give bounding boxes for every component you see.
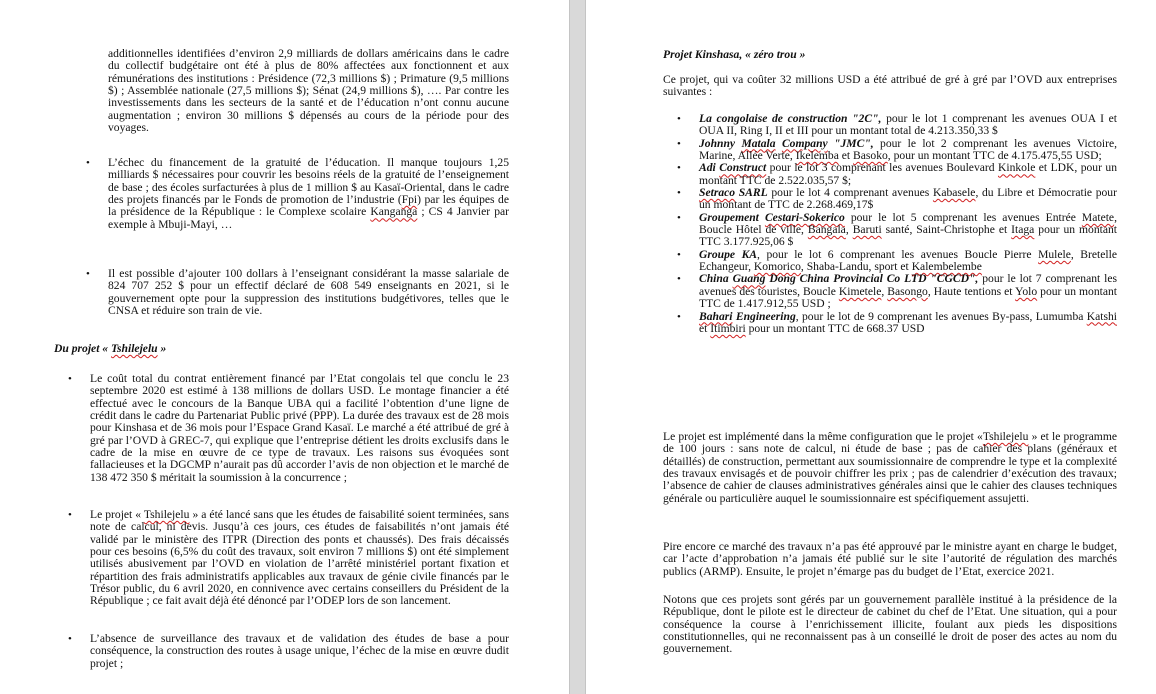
spellcheck-word[interactable]: Kabasele [932, 186, 976, 200]
spellcheck-word[interactable]: Kinkole [997, 161, 1036, 175]
spellcheck-word[interactable]: Ikelemba [795, 149, 839, 163]
spellcheck-word[interactable]: Matete [1081, 210, 1115, 224]
company-name: Setraco SARL [699, 186, 768, 200]
spellcheck-word[interactable]: Basoko [853, 149, 888, 163]
list-item-contract-cost [68, 372, 509, 484]
bullet-icon: • [68, 633, 72, 645]
section-heading [54, 342, 504, 355]
list-item-text: pour le lot 1 comprenant les avenues OUA I et OUA II, Ring I, II et III pour un montant total de 4.213.350,33 $ [699, 112, 1118, 138]
spellcheck-word[interactable]: Kalembelembe [911, 260, 982, 274]
bullet-icon: • [677, 162, 681, 175]
list-item-text: , pour le lot 6 comprenant les avenues Boucle Pierre [757, 247, 1039, 261]
spellcheck-word[interactable]: Basongo [887, 284, 928, 298]
paragraph-parallel-government: Notons que ces projets sont gérés par un gouvernement parallèle institué à la présidence de la République, dont le pilote est le directeur de cabinet du chef de l’Etat. Une situation, qui a pour conséquence la course à l’enrichissement illicite, foulant aux pieds les dispositions constitutionnelles, qui ne reconnaissent pas à un conseillé le droit de poser des actes au nom du gouvernement. [663, 593, 1117, 656]
document-page-left [0, 0, 569, 694]
company-name: China Guang Dong China Provincial Co LTD "CGCD", [699, 272, 979, 286]
list-item-text: pour le lot 3 comprenant les avenues Boulevard [766, 161, 998, 175]
spellcheck-word[interactable]: Kimetele [838, 284, 882, 298]
list-item-text: pour le lot 7 comprenant les avenues des touristes, Boucle [699, 272, 1118, 298]
list-item-text: pour le lot 5 comprenant les avenues Entrée [844, 210, 1082, 224]
bullet-icon: • [86, 268, 90, 280]
list-item-teacher-salary [86, 267, 509, 318]
spellcheck-word[interactable]: Bangala [807, 223, 846, 237]
contractor-list [677, 112, 1118, 335]
spellcheck-word[interactable]: Baruti [852, 223, 882, 237]
company-name: Groupe KA [699, 247, 758, 261]
list-item-lot-4: • Setraco SARL pour le lot 4 comprenant avenues Kabasele, du Libre et Démocratie pour un montant de TTC de 2.268.469,17$ [677, 186, 1117, 212]
list-item-surveillance [68, 632, 509, 670]
spellcheck-word[interactable]: Yolo [1015, 284, 1038, 298]
list-item-text: Le projet « [90, 508, 144, 521]
list-item-text: , pour le lot de 9 comprenant les avenues By-pass, Lumumba [795, 309, 1087, 323]
spellcheck-word[interactable]: Komorico [753, 260, 801, 274]
list-item-text: Il est possible d’ajouter 100 dollars à l’enseignant considérant la masse salariale de 824 707 252 $ pour un effectif déclaré de 608 549 enseignants en 2021, si le gouvernement opte pour la suppression des institutions budgétivores, telles que le CNSA et réduire son train de vie. [108, 267, 509, 318]
document-page-right [586, 0, 1156, 694]
list-item-lot-9: • Bahari Engineering, pour le lot de 9 comprenant les avenues By-pass, Lumumba Katshi et Itimbiri pour un montant TTC de 668.37 USD [677, 309, 1117, 335]
company-name: Groupement Cestari-Sokerico [699, 210, 845, 224]
list-item-lot-5: • Groupement Cestari-Sokerico pour le lot 5 comprenant les avenues Entrée Matete, Boucle Hôtel de ville, Bangala, Baruti santé, Saint-Christophe et Itaga pour un montant TTC 3.177.925,06 $ [677, 210, 1118, 249]
list-item-text: L’échec du financement de la gratuité de l’éducation. Il manque toujours 1,25 milliards $ nécessaires pour couvrir les besoins réels de la gratuité de l’enseignement de base ; des écoles surfacturées à plus de 1 million $ au Kasaï-Oriental, dans le cadre des projets financés par le Fonds de promotion de l’industrie ( [108, 156, 509, 207]
list-item-lot-7: • China Guang Dong China Provincial Co LTD "CGCD", pour le lot 7 comprenant les avenues des touristes, Boucle Kimetele, Basongo, Haute tentions et Yolo pour un montant TTC de 1.417.912,55 USD ; [677, 272, 1118, 311]
bullet-icon: • [677, 310, 681, 323]
list-item-text: ) par les équipes de la présidence de la République : le Complexe scolaire [108, 193, 509, 219]
bullet-icon: • [677, 273, 681, 286]
paragraph-implementation: Le projet est implémenté dans la même configuration que le projet «Tshilejelu » et le programme de 100 jours : sans note de calcul, ni étude de base ; pas de cahier des plans (généraux et détaillés) de construction, permettant aux soumissionnaire de comprendre le type et la complexité des travaux envisagés et de pouvoir chiffrer les prix ; pas de calendrier d’exécution des travaux; l’absence de cahier de clauses administratives générales ainsi que le cahier des clauses techniques générale ou particulière auquel le soumissionnaire est spécifiquement assujetti. [663, 430, 1117, 505]
bullet-icon: • [677, 248, 681, 261]
spellcheck-word[interactable]: Kanganga [370, 205, 418, 219]
spellcheck-word[interactable]: Mulele [1038, 247, 1071, 261]
bullet-icon: • [68, 373, 72, 385]
paragraph-continuation: additionnelles identifiées d’environ 2,9 milliards de dollars américains dans le cadre du collectif budgétaire ont été à plus de 80% affectées aux fonctionnent et aux rémunérations des institutions : Présidence (72,3 millions $) ; Primature (9,5 millions $) ; Assemblée nationale (27,5 millions $); Sénat (24,9 millions $), …. Par contre les investissements dans les secteurs de la santé et de l’éducation n’ont connu aucune augmentation ; environ 30 millions $ dépensés au cours de la période pour des voyages. [108, 47, 509, 135]
list-item-feasibility [68, 508, 509, 608]
company-name: La congolaise de construction "2C", [699, 112, 882, 125]
list-item-text: » a été lancé sans que les études de faisabilité soient terminées, sans note de calcul, ni devis. Jusqu’à ces jours, ces études de faisabilités n’ont jamais été validé par le ministère des ITPR (Direction des ponts et chaussés). Des frais décaissés pour ces besoins (6,5% du coût des travaux, soit environ 7 millions $) ont été simplement utilisés abusivement par l’OVD en violation de l’arrêté ministériel portant fixation et répartition des frais administratifs applicables aux travaux de génie civile financés par le Trésor public, du 6 avril 2020, en connivence avec certains conseillers du Président de la République ; ce fait avait déjà été dénoncé par l’ODEP lors de son lancement. [90, 508, 509, 608]
heading-text: » [157, 342, 167, 355]
bullet-icon: • [68, 509, 72, 521]
spellcheck-word[interactable]: Katshi [1086, 309, 1117, 323]
list-item-education [86, 156, 509, 231]
heading-text: Du projet « [54, 342, 112, 355]
list-item-lot-6: • Groupe KA, pour le lot 6 comprenant les avenues Boucle Pierre Mulele, Bretelle Echangeur, Komorico, Shaba-Landu, sport et Kalembelembe [677, 247, 1117, 274]
paragraph-approval: Pire encore ce marché des travaux n’a pas été approuvé par le ministre ayant en charge le budget, car l’acte d’approbation n’a jamais été publié sur le site l’autorité de régulation des marchés publics (ARMP). Ensuite, le projet n’émarge pas du budget de l’Etat, exercice 2021. [663, 540, 1117, 578]
spellcheck-word[interactable]: Tshilejelu [143, 508, 190, 521]
spellcheck-word[interactable]: Fpi [401, 193, 418, 207]
bullet-icon: • [677, 187, 681, 200]
page-separator [569, 0, 586, 694]
list-item-text: Le coût total du contrat entièrement financé par l’Etat congolais tel que conclu le 23 septembre 2020 est estimé à 138 millions de dollars USD. Le montage financier a été effectué avec le concours de la Banque UBA qui a facilité l’obtention d’une ligne de crédit dans le cadre du Partenariat Public privé (PPP). La durée des travaux est de 28 mois pour Kinshasa et de 36 mois pour l’Espace Grand Kasaï. Le marché a été attribué de gré à gré par l’OVD à GREC-7, qui explique que l’entreprise détient les droits exclusifs dans le cadre de la mise en œuvre de ce type de travaux. Les raisons sus évoquées sont fallacieuses et la DGCMP n’aurait pas dû accorder l’avis de non objection et le marché de 138 472 350 $ méritait la soumission à la concurrence ; [90, 372, 509, 484]
company-name: Adi Construct [699, 161, 767, 175]
spellcheck-word[interactable]: Tshilejelu [111, 342, 158, 355]
intro-paragraph: Ce projet, qui va coûter 32 millions USD a été attribué de gré à gré par l’OVD aux entreprises suivantes : [663, 73, 1117, 99]
list-item-lot-3: • Adi Construct pour le lot 3 comprenant les avenues Boulevard Kinkole et LDK, pour un montant TTC de 2.522.035,57 $; [677, 161, 1117, 187]
bullet-icon: • [677, 113, 681, 125]
list-item-text: pour le lot 4 comprenant avenues [767, 186, 933, 200]
bullet-icon: • [86, 157, 90, 169]
section-heading: Projet Kinshasa, « zéro trou » [663, 48, 806, 61]
spellcheck-word[interactable]: Itimbiri [710, 321, 746, 335]
list-item-lot-1 [677, 112, 1118, 138]
company-name: Bahari Engineering [699, 309, 796, 323]
bullet-icon: • [677, 137, 681, 150]
spellcheck-word[interactable]: Tshilejelu [982, 430, 1029, 443]
list-item-text: ; CS 4 Janvier par exemple à Mbuji-Mayi, … [108, 205, 509, 231]
list-item-text: L’absence de surveillance des travaux et de validation des études de base a pour conséquence, la construction des routes à usage unique, l’échec de la mise en œuvre dudit projet ; [90, 632, 509, 670]
spellcheck-word[interactable]: Itaga [1011, 223, 1035, 237]
list-item-text: pour le lot 2 comprenant les avenues Victoire, Marine, Allée Verte, [699, 136, 1118, 163]
company-name: Johnny Matala Company "JMC", [699, 136, 874, 150]
list-item-lot-2: • Johnny Matala Company "JMC", pour le lot 2 comprenant les avenues Victoire, Marine, Allée Verte, Ikelemba et Basoko, pour un montant TTC de 4.175.475,55 USD; [677, 136, 1118, 163]
bullet-icon: • [677, 211, 681, 224]
